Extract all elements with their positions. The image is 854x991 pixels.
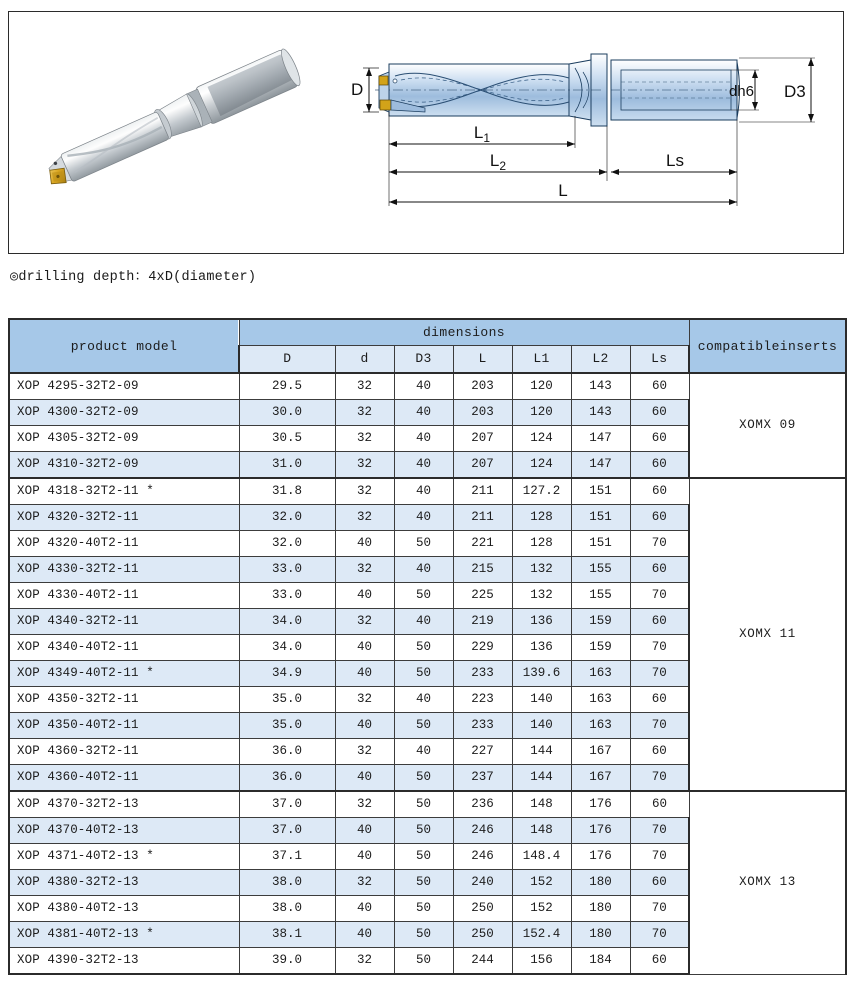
cell-L: 203 bbox=[453, 373, 512, 400]
cell-L: 203 bbox=[453, 400, 512, 426]
cell-Ls: 70 bbox=[630, 765, 689, 792]
cell-Ls: 60 bbox=[630, 557, 689, 583]
cell-L1: 127.2 bbox=[512, 478, 571, 505]
cell-L: 207 bbox=[453, 426, 512, 452]
cell-L1: 152 bbox=[512, 870, 571, 896]
cell-d: 40 bbox=[335, 896, 394, 922]
cell-L1: 148 bbox=[512, 791, 571, 818]
cell-D3: 40 bbox=[394, 426, 453, 452]
cell-product-model: XOP 4295-32T2-09 bbox=[9, 373, 239, 400]
cell-L: 219 bbox=[453, 609, 512, 635]
cell-L2: 143 bbox=[571, 373, 630, 400]
cell-L1: 156 bbox=[512, 948, 571, 975]
cell-L1: 124 bbox=[512, 426, 571, 452]
cell-D3: 50 bbox=[394, 583, 453, 609]
cell-D3: 40 bbox=[394, 505, 453, 531]
cell-L: 225 bbox=[453, 583, 512, 609]
cell-D: 34.0 bbox=[239, 635, 335, 661]
cell-Ls: 60 bbox=[630, 478, 689, 505]
cell-d: 40 bbox=[335, 531, 394, 557]
dim-label-dh6: dh6 bbox=[728, 83, 754, 100]
cell-L2: 176 bbox=[571, 818, 630, 844]
table-row bbox=[9, 478, 846, 505]
cell-d: 32 bbox=[335, 426, 394, 452]
cell-product-model: XOP 4360-40T2-11 bbox=[9, 765, 239, 792]
cell-D3: 50 bbox=[394, 661, 453, 687]
cell-product-model: XOP 4350-32T2-11 bbox=[9, 687, 239, 713]
cell-d: 32 bbox=[335, 791, 394, 818]
cell-L1: 144 bbox=[512, 765, 571, 792]
cell-L1: 148 bbox=[512, 818, 571, 844]
header-dimensions: dimensions bbox=[239, 319, 689, 346]
cell-L: 229 bbox=[453, 635, 512, 661]
cell-D: 37.0 bbox=[239, 791, 335, 818]
header-D3: D3 bbox=[394, 346, 453, 374]
cell-Ls: 60 bbox=[630, 739, 689, 765]
cell-d: 40 bbox=[335, 661, 394, 687]
cell-compatible-insert: XOMX 11 bbox=[689, 478, 846, 791]
cell-D: 38.0 bbox=[239, 896, 335, 922]
cell-product-model: XOP 4371-40T2-13 * bbox=[9, 844, 239, 870]
cell-L2: 155 bbox=[571, 583, 630, 609]
cell-D3: 40 bbox=[394, 478, 453, 505]
cell-L: 246 bbox=[453, 844, 512, 870]
cell-L2: 180 bbox=[571, 922, 630, 948]
cell-D: 31.0 bbox=[239, 452, 335, 479]
cell-D3: 40 bbox=[394, 373, 453, 400]
cell-d: 32 bbox=[335, 557, 394, 583]
cell-L: 211 bbox=[453, 478, 512, 505]
cell-L2: 180 bbox=[571, 896, 630, 922]
table-row bbox=[9, 373, 846, 400]
cell-L1: 140 bbox=[512, 687, 571, 713]
header-L1: L1 bbox=[512, 346, 571, 374]
cell-d: 32 bbox=[335, 687, 394, 713]
cell-d: 40 bbox=[335, 713, 394, 739]
cell-L1: 124 bbox=[512, 452, 571, 479]
cell-D: 33.0 bbox=[239, 583, 335, 609]
header-d: d bbox=[335, 346, 394, 374]
cell-D: 30.0 bbox=[239, 400, 335, 426]
drilling-depth-caption: ◎drilling depth：4xD(diameter) bbox=[10, 270, 257, 285]
cell-L1: 144 bbox=[512, 739, 571, 765]
cell-d: 32 bbox=[335, 400, 394, 426]
cell-D3: 50 bbox=[394, 531, 453, 557]
header-Ls: Ls bbox=[630, 346, 689, 374]
cell-Ls: 70 bbox=[630, 635, 689, 661]
cell-D: 30.5 bbox=[239, 426, 335, 452]
cell-L1: 140 bbox=[512, 713, 571, 739]
cell-Ls: 60 bbox=[630, 687, 689, 713]
cell-Ls: 60 bbox=[630, 452, 689, 479]
cell-product-model: XOP 4349-40T2-11 * bbox=[9, 661, 239, 687]
cell-D3: 50 bbox=[394, 948, 453, 975]
cell-L1: 120 bbox=[512, 373, 571, 400]
cell-D3: 50 bbox=[394, 922, 453, 948]
cell-L1: 128 bbox=[512, 505, 571, 531]
cell-D: 34.0 bbox=[239, 609, 335, 635]
cell-L1: 136 bbox=[512, 635, 571, 661]
cell-L: 233 bbox=[453, 713, 512, 739]
cell-D3: 50 bbox=[394, 870, 453, 896]
cell-L: 223 bbox=[453, 687, 512, 713]
cell-L: 233 bbox=[453, 661, 512, 687]
cell-L1: 152.4 bbox=[512, 922, 571, 948]
cell-L2: 180 bbox=[571, 870, 630, 896]
cell-d: 40 bbox=[335, 844, 394, 870]
cell-L: 250 bbox=[453, 922, 512, 948]
cell-Ls: 70 bbox=[630, 583, 689, 609]
cell-Ls: 70 bbox=[630, 818, 689, 844]
cell-D: 29.5 bbox=[239, 373, 335, 400]
header-L: L bbox=[453, 346, 512, 374]
cell-d: 32 bbox=[335, 739, 394, 765]
dim-label-D3: D3 bbox=[784, 82, 806, 101]
cell-L2: 176 bbox=[571, 844, 630, 870]
cell-D3: 50 bbox=[394, 818, 453, 844]
cell-product-model: XOP 4380-32T2-13 bbox=[9, 870, 239, 896]
specification-table-body bbox=[9, 373, 846, 974]
cell-D: 37.1 bbox=[239, 844, 335, 870]
cell-Ls: 60 bbox=[630, 948, 689, 975]
cell-Ls: 60 bbox=[630, 791, 689, 818]
header-L2: L2 bbox=[571, 346, 630, 374]
cell-L: 215 bbox=[453, 557, 512, 583]
cell-D3: 50 bbox=[394, 844, 453, 870]
cell-L1: 139.6 bbox=[512, 661, 571, 687]
cell-D: 36.0 bbox=[239, 765, 335, 792]
cell-Ls: 60 bbox=[630, 609, 689, 635]
cell-L2: 147 bbox=[571, 426, 630, 452]
cell-L2: 167 bbox=[571, 765, 630, 792]
cell-Ls: 70 bbox=[630, 661, 689, 687]
cell-product-model: XOP 4320-32T2-11 bbox=[9, 505, 239, 531]
cell-L2: 163 bbox=[571, 661, 630, 687]
cell-L2: 163 bbox=[571, 713, 630, 739]
cell-Ls: 70 bbox=[630, 844, 689, 870]
cell-D3: 40 bbox=[394, 557, 453, 583]
cell-product-model: XOP 4340-40T2-11 bbox=[9, 635, 239, 661]
cell-product-model: XOP 4305-32T2-09 bbox=[9, 426, 239, 452]
cell-Ls: 60 bbox=[630, 400, 689, 426]
cell-D3: 40 bbox=[394, 687, 453, 713]
cell-D3: 50 bbox=[394, 635, 453, 661]
cell-product-model: XOP 4320-40T2-11 bbox=[9, 531, 239, 557]
specification-table-wrapper bbox=[8, 318, 846, 975]
cell-L2: 155 bbox=[571, 557, 630, 583]
cell-product-model: XOP 4330-40T2-11 bbox=[9, 583, 239, 609]
cell-d: 32 bbox=[335, 948, 394, 975]
dim-label-Ls: Ls bbox=[666, 151, 684, 170]
dim-label-L1: $L_1$ bbox=[473, 123, 491, 145]
cell-L1: 132 bbox=[512, 557, 571, 583]
cell-L: 240 bbox=[453, 870, 512, 896]
cell-L2: 151 bbox=[571, 478, 630, 505]
cell-L1: 148.4 bbox=[512, 844, 571, 870]
cell-L: 250 bbox=[453, 896, 512, 922]
cell-Ls: 70 bbox=[630, 531, 689, 557]
cell-Ls: 70 bbox=[630, 922, 689, 948]
cell-D: 34.9 bbox=[239, 661, 335, 687]
cell-D3: 40 bbox=[394, 400, 453, 426]
cell-product-model: XOP 4360-32T2-11 bbox=[9, 739, 239, 765]
cell-L2: 159 bbox=[571, 635, 630, 661]
cell-product-model: XOP 4330-32T2-11 bbox=[9, 557, 239, 583]
cell-L: 236 bbox=[453, 791, 512, 818]
cell-L2: 167 bbox=[571, 739, 630, 765]
cell-Ls: 60 bbox=[630, 373, 689, 400]
cell-Ls: 70 bbox=[630, 896, 689, 922]
cell-L1: 120 bbox=[512, 400, 571, 426]
cell-L2: 184 bbox=[571, 948, 630, 975]
cell-L1: 132 bbox=[512, 583, 571, 609]
cell-D: 33.0 bbox=[239, 557, 335, 583]
cell-d: 32 bbox=[335, 870, 394, 896]
cell-L: 237 bbox=[453, 765, 512, 792]
cell-L1: 152 bbox=[512, 896, 571, 922]
cell-product-model: XOP 4318-32T2-11 * bbox=[9, 478, 239, 505]
cell-Ls: 60 bbox=[630, 870, 689, 896]
cell-L: 244 bbox=[453, 948, 512, 975]
dim-label-L2: $L_2$ bbox=[489, 151, 507, 173]
cell-D: 38.0 bbox=[239, 870, 335, 896]
cell-D3: 50 bbox=[394, 791, 453, 818]
cell-D3: 40 bbox=[394, 452, 453, 479]
header-compatible-inserts: compatibleinserts bbox=[689, 319, 846, 373]
cell-product-model: XOP 4390-32T2-13 bbox=[9, 948, 239, 975]
cell-D: 39.0 bbox=[239, 948, 335, 975]
cell-D: 32.0 bbox=[239, 531, 335, 557]
cell-product-model: XOP 4340-32T2-11 bbox=[9, 609, 239, 635]
product-photo bbox=[15, 16, 335, 248]
cell-d: 40 bbox=[335, 818, 394, 844]
cell-L2: 147 bbox=[571, 452, 630, 479]
dimension-drawing bbox=[339, 16, 839, 248]
cell-L2: 159 bbox=[571, 609, 630, 635]
figure-panel bbox=[8, 11, 844, 254]
cell-product-model: XOP 4370-40T2-13 bbox=[9, 818, 239, 844]
cell-L1: 136 bbox=[512, 609, 571, 635]
cell-d: 32 bbox=[335, 505, 394, 531]
cell-Ls: 60 bbox=[630, 426, 689, 452]
cell-compatible-insert: XOMX 13 bbox=[689, 791, 846, 974]
cell-L: 227 bbox=[453, 739, 512, 765]
cell-product-model: XOP 4350-40T2-11 bbox=[9, 713, 239, 739]
cell-D3: 50 bbox=[394, 713, 453, 739]
cell-D3: 50 bbox=[394, 896, 453, 922]
cell-d: 40 bbox=[335, 922, 394, 948]
cell-L2: 163 bbox=[571, 687, 630, 713]
cell-L2: 176 bbox=[571, 791, 630, 818]
header-product-model: product model bbox=[9, 319, 239, 373]
cell-D3: 40 bbox=[394, 739, 453, 765]
cell-L1: 128 bbox=[512, 531, 571, 557]
cell-product-model: XOP 4380-40T2-13 bbox=[9, 896, 239, 922]
cell-D: 35.0 bbox=[239, 687, 335, 713]
cell-d: 40 bbox=[335, 765, 394, 792]
cell-L2: 151 bbox=[571, 531, 630, 557]
cell-compatible-insert: XOMX 09 bbox=[689, 373, 846, 478]
cell-Ls: 70 bbox=[630, 713, 689, 739]
cell-d: 32 bbox=[335, 373, 394, 400]
cell-D: 31.8 bbox=[239, 478, 335, 505]
cell-D: 38.1 bbox=[239, 922, 335, 948]
cell-L: 207 bbox=[453, 452, 512, 479]
cell-L2: 143 bbox=[571, 400, 630, 426]
cell-Ls: 60 bbox=[630, 505, 689, 531]
cell-d: 32 bbox=[335, 609, 394, 635]
cell-product-model: XOP 4381-40T2-13 * bbox=[9, 922, 239, 948]
cell-D: 36.0 bbox=[239, 739, 335, 765]
cell-L: 211 bbox=[453, 505, 512, 531]
specification-table bbox=[8, 318, 847, 975]
cell-D: 32.0 bbox=[239, 505, 335, 531]
cell-product-model: XOP 4300-32T2-09 bbox=[9, 400, 239, 426]
cell-d: 32 bbox=[335, 452, 394, 479]
cell-L2: 151 bbox=[571, 505, 630, 531]
cell-D3: 40 bbox=[394, 609, 453, 635]
cell-d: 40 bbox=[335, 583, 394, 609]
cell-L: 221 bbox=[453, 531, 512, 557]
cell-D3: 50 bbox=[394, 765, 453, 792]
cell-D: 35.0 bbox=[239, 713, 335, 739]
dim-label-L: L bbox=[558, 181, 568, 200]
cell-product-model: XOP 4310-32T2-09 bbox=[9, 452, 239, 479]
dim-label-D: D bbox=[351, 80, 364, 99]
cell-d: 40 bbox=[335, 635, 394, 661]
header-D: D bbox=[239, 346, 335, 374]
cell-d: 32 bbox=[335, 478, 394, 505]
cell-L: 246 bbox=[453, 818, 512, 844]
cell-D: 37.0 bbox=[239, 818, 335, 844]
cell-product-model: XOP 4370-32T2-13 bbox=[9, 791, 239, 818]
table-row bbox=[9, 791, 846, 818]
